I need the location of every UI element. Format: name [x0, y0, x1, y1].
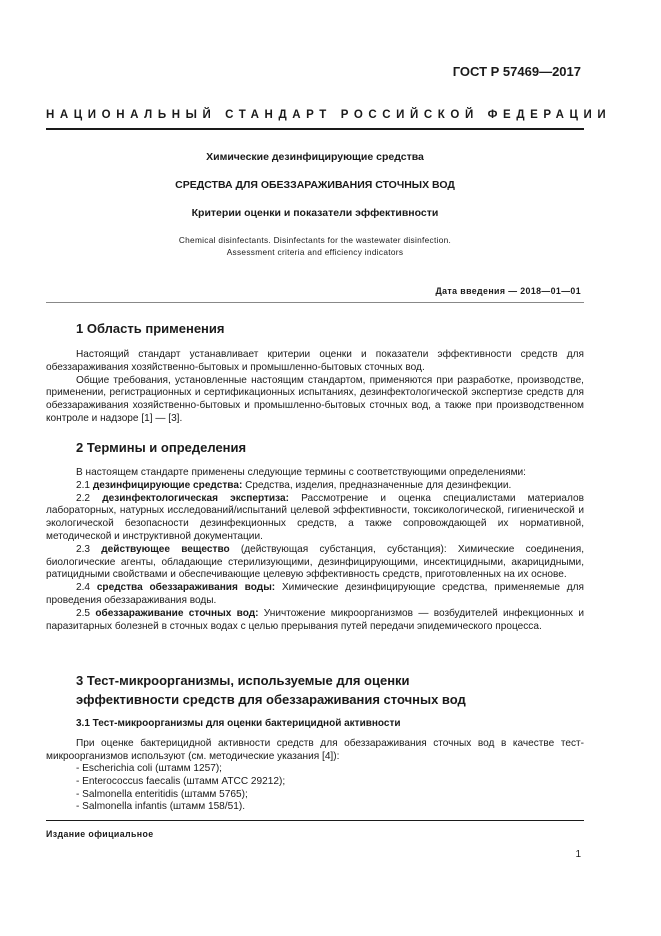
- term-2-4-number: 2.4: [76, 582, 97, 594]
- term-2-2-definition: Рассмотрение и оценка специалистами материалов лабораторных, натурных исследований/испытаний целевой эффективности, токсикологической, гигиенической и экологической безопасности дезинфекционных средств, а также сопровождающей их нормативной, методической и инструктивной документации.: [46, 492, 584, 542]
- section-2-intro: В настоящем стандарте применены следующие термины с соответствующими определениями:: [76, 467, 526, 478]
- document-subtitle: Химические дезинфицирующие средства: [206, 151, 424, 163]
- section-1-paragraph-1: Настоящий стандарт устанавливает критерии оценки и показатели эффективности средств для обеззараживания хозяйственно-бытовых и промышленно-бытовых сточных вод.: [46, 349, 584, 373]
- term-2-4-name: средства обеззараживания воды:: [96, 582, 276, 594]
- section-1-body: [46, 349, 584, 426]
- footer-divider: [46, 820, 584, 821]
- list-item: - Enterococcus faecalis (штамм АТСС 29212);: [76, 775, 286, 787]
- date-divider: [46, 302, 584, 303]
- introduction-date: Дата введения — 2018—01—01: [435, 286, 581, 296]
- test-organism-list: [76, 763, 285, 814]
- term-2-1: [46, 480, 584, 493]
- subsection-3-1-intro: При оценке бактерицидной активности средств для обеззараживания сточных вод в качестве тест-микроорганизмов используют (см. методические указания [4]):: [46, 738, 584, 762]
- national-standard-banner: НАЦИОНАЛЬНЫЙ СТАНДАРТ РОССИЙСКОЙ ФЕДЕРАЦИИ: [46, 109, 612, 121]
- term-2-1-name: дезинфицирующие средства:: [92, 479, 243, 491]
- term-2-5-definition: Уничтожение микроорганизмов — возбудителей инфекционных и паразитарных болезней в сточных водах с целью прерывания путей передачи эпидемического процесса.: [46, 607, 584, 632]
- term-2-5-number: 2.5: [76, 607, 96, 619]
- term-2-5-name: обеззараживание сточных вод:: [95, 607, 259, 619]
- term-2-5: [46, 608, 584, 634]
- term-2-3: [46, 544, 584, 582]
- subsection-3-1-heading: 3.1 Тест-микроорганизмы для оценки бактерицидной активности: [76, 718, 401, 729]
- section-3-heading-line-2: эффективности средств для обеззараживания сточных вод: [76, 692, 466, 707]
- term-2-4: [46, 582, 584, 608]
- section-2-heading: 2 Термины и определения: [76, 440, 247, 455]
- section-1-paragraph-2: Общие требования, установленные настоящим стандартом, применяются при разработке, производстве, применении, регистрационных и сертификационных испытаниях, дезинфектологической экспертизе средств для обеззараживания хозяйственно-бытовых и промышленно-бытовых сточных вод, а также при производственном контроле и надзоре [1] — [3].: [46, 374, 584, 424]
- list-item: - Salmonella infantis (штамм 158/51).: [76, 801, 245, 813]
- section-2-body: [46, 467, 584, 633]
- english-title-line-1: Chemical disinfectants. Disinfectants for the wastewater disinfection.: [178, 235, 452, 245]
- term-2-3-number: 2.3: [76, 543, 102, 555]
- term-2-1-definition: Средства, изделия, предназначенные для дезинфекции.: [242, 479, 512, 491]
- list-item: - Salmonella enteritidis (штамм 5765);: [76, 788, 248, 800]
- term-2-2: [46, 493, 584, 544]
- official-edition-label: Издание официальное: [46, 829, 154, 839]
- english-title-line-2: Assessment criteria and efficiency indicators: [226, 247, 404, 257]
- list-item: - Escherichia coli (штамм 1257);: [76, 763, 222, 774]
- term-2-2-number: 2.2: [76, 492, 103, 504]
- term-2-1-number: 2.1: [76, 479, 93, 491]
- subsection-3-1-intro-block: [46, 738, 584, 764]
- standard-number: ГОСТ Р 57469—2017: [452, 64, 581, 79]
- term-2-3-definition: (действующая субстанция, субстанция): Химические соединения, биологические агенты, обладающие стерилизующими, дезинфицирующими, инсектицидными, акарицидными, ратицидными свойствами и обеспечивающие целевую эффективность средств, приготовленных на их основе.: [46, 543, 585, 581]
- header-divider: [46, 128, 584, 130]
- term-2-3-name: действующее вещество: [101, 543, 230, 555]
- term-2-4-definition: Химические дезинфицирующие средства, применяемые для проведения обеззараживания воды.: [46, 582, 584, 606]
- term-2-2-name: дезинфектологическая экспертиза:: [102, 492, 289, 504]
- page-number: 1: [575, 849, 581, 860]
- section-3-heading-line-1: 3 Тест-микроорганизмы, используемые для оценки: [76, 673, 410, 688]
- section-1-heading: 1 Область применения: [76, 321, 225, 336]
- section-3-heading: [76, 671, 466, 709]
- document-title: СРЕДСТВА ДЛЯ ОБЕЗЗАРАЖИВАНИЯ СТОЧНЫХ ВОД: [175, 179, 455, 191]
- document-title-criteria: Критерии оценки и показатели эффективности: [191, 207, 439, 219]
